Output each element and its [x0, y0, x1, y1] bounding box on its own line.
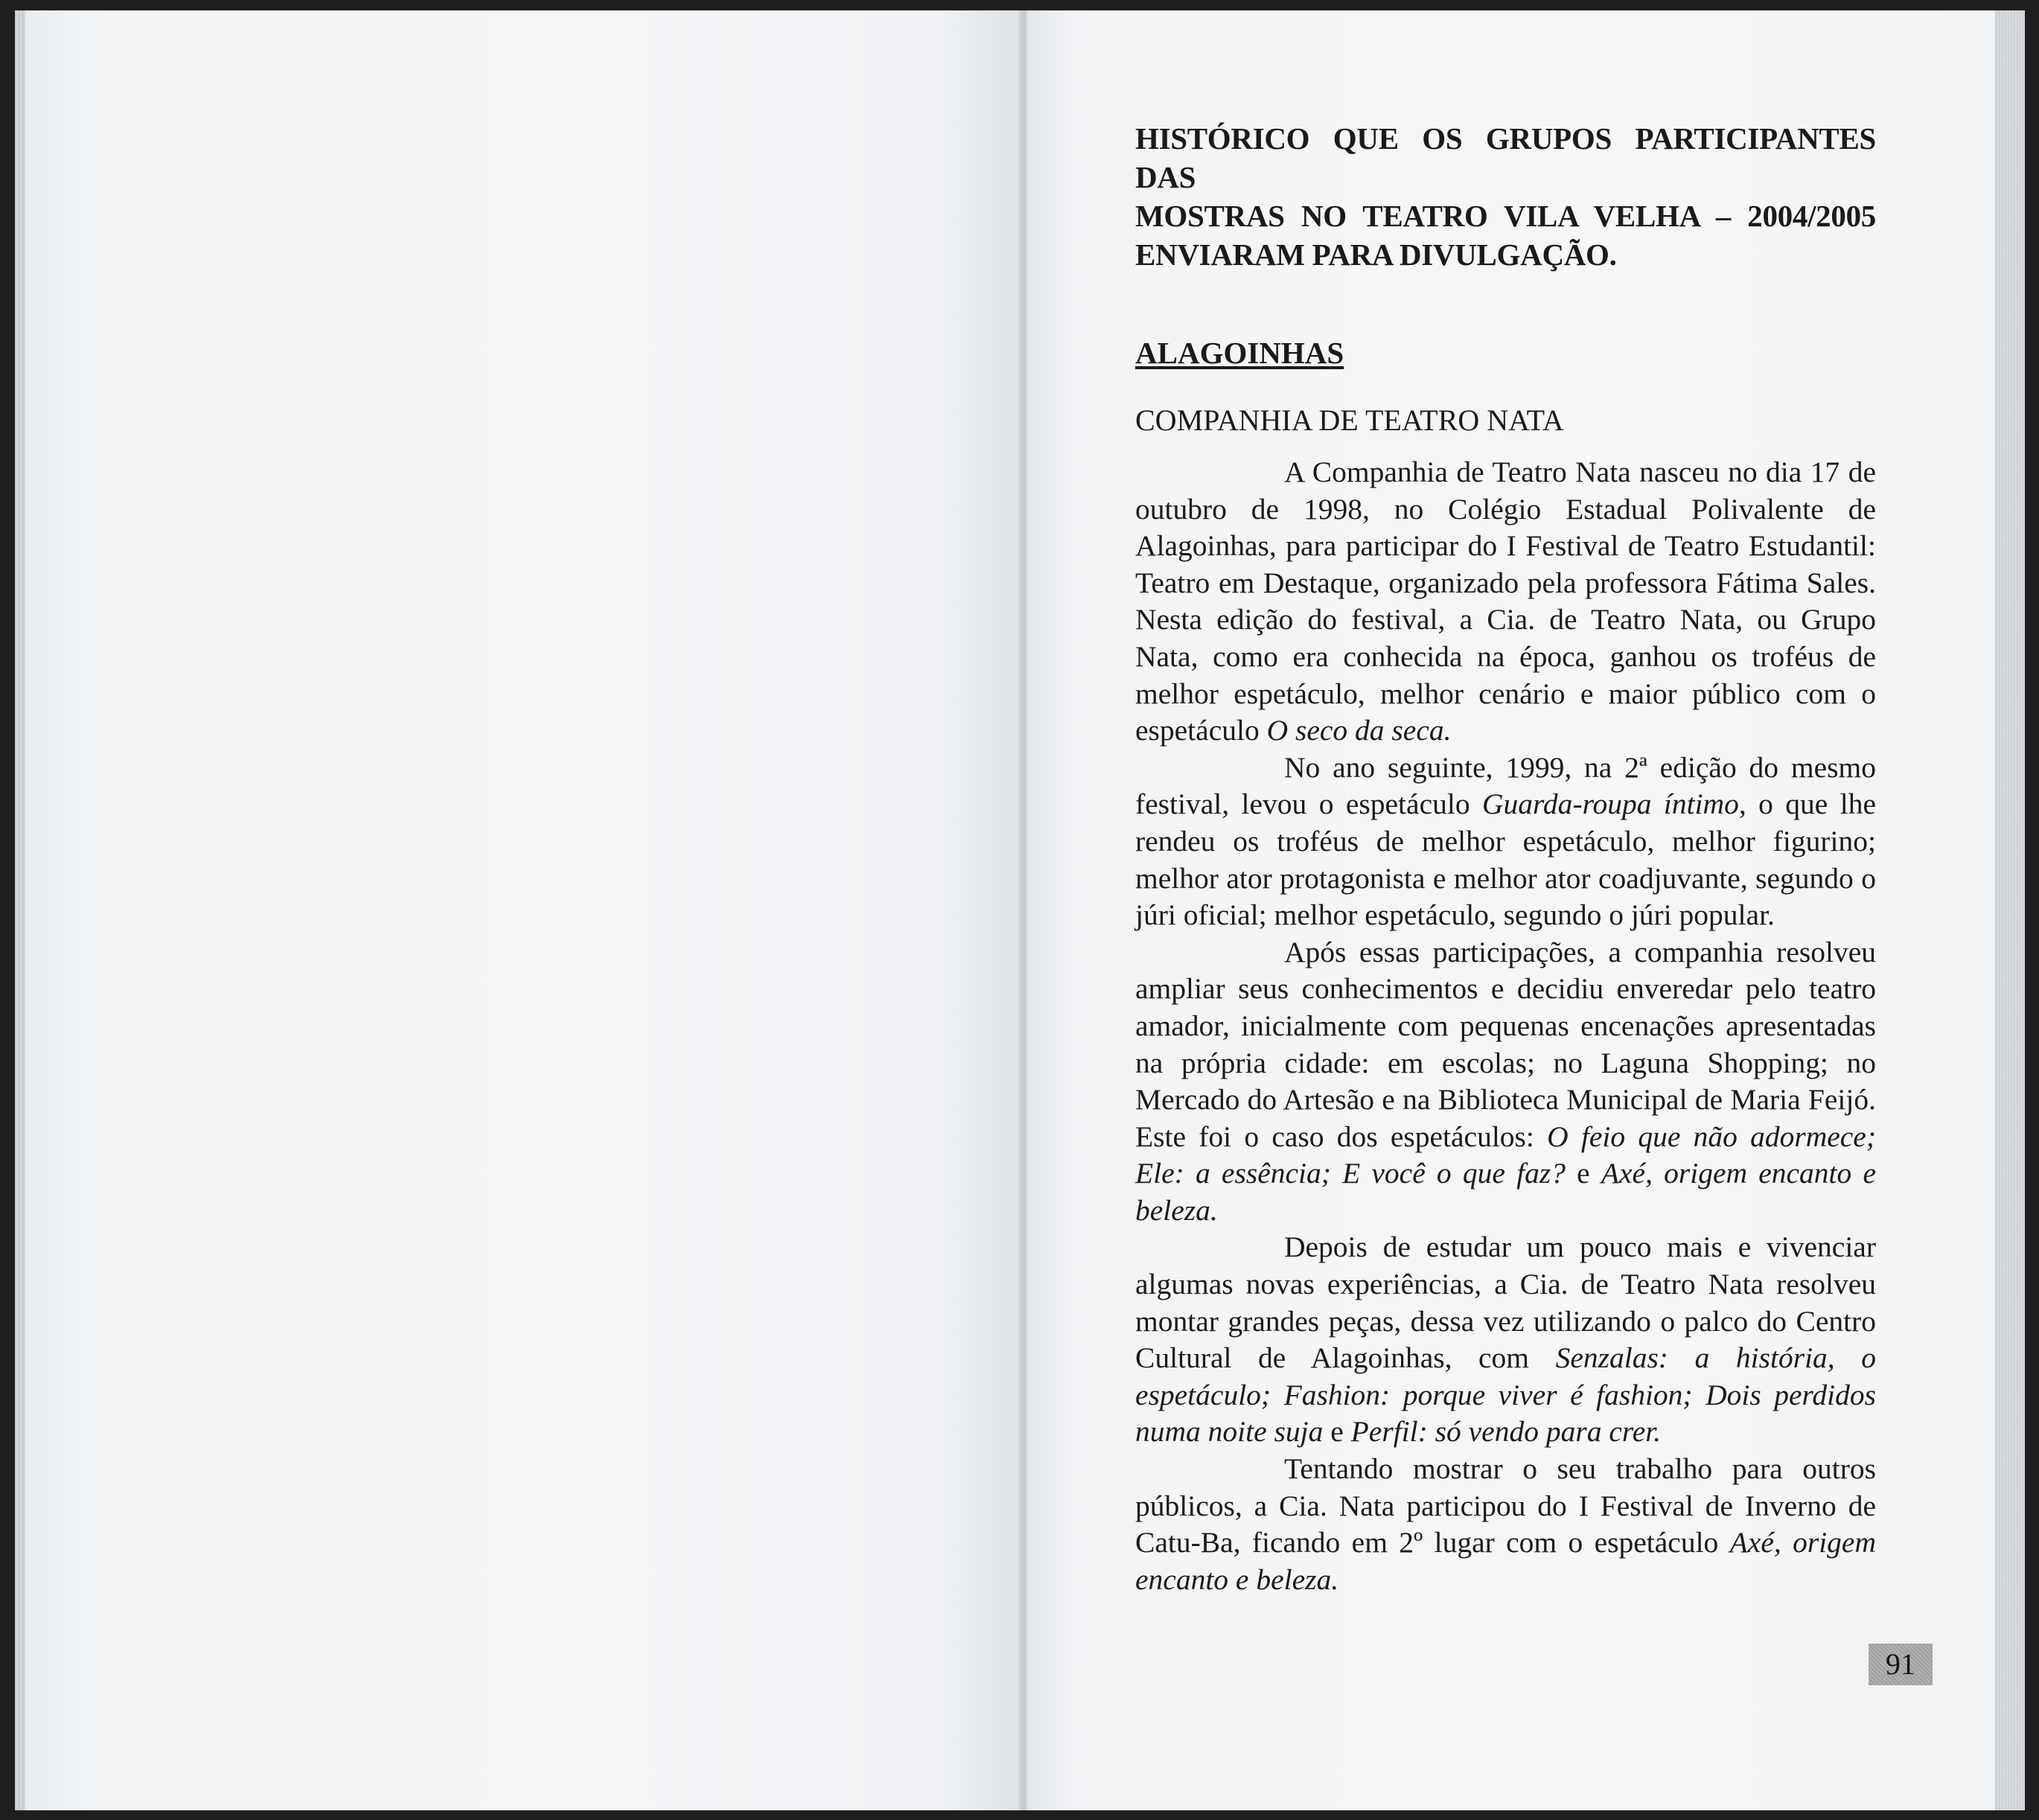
paragraph-3 — [1135, 934, 1876, 1230]
paragraph-3-text-a: Após essas participações, a companhia resolveu ampliar seus conhecimentos e decidiu enveredar pelo teatro amador, inicialmente com pequenas encenações apresentadas na própria cidade: em escolas; no Laguna Shopping; no Mercado do Artesão e na Biblioteca Municipal de Maria Feijó. Este foi o caso dos espetáculos: — [1135, 935, 1876, 1153]
city-title: ALAGOINHAS — [1135, 336, 1344, 370]
paragraph-1-text: A Companhia de Teatro Nata nasceu no dia 17 de outubro de 1998, no Colégio Estadual Polivalente de Alagoinhas, para participar do I Festival de Teatro Estudantil: Teatro em Destaque, organizado pela professora Fátima Sales. Nesta edição do festival, a Cia. de Teatro Nata, ou Grupo Nata, como era conhecida na época, ganhou os troféus de melhor espetáculo, melhor cenário e maior público com o espetáculo — [1135, 456, 1876, 747]
paragraph-4-italic-1: Senzalas: a história, o espetáculo; Fashion: porque viver é fashion; Dois perdidos numa noite suja — [1135, 1341, 1876, 1449]
paragraph-3-italic-2: Axé, origem encanto e beleza. — [1135, 1157, 1876, 1227]
section-heading — [1135, 119, 1876, 274]
paragraph-3-italic-1: O feio que não adormece; Ele: a essência; E você o que faz? — [1135, 1120, 1876, 1190]
paragraph-4-text-b: e — [1323, 1415, 1351, 1449]
paragraph-1 — [1135, 454, 1876, 750]
page-content — [1135, 119, 1876, 1598]
paragraph-5 — [1135, 1451, 1876, 1598]
heading-line-3: ENVIARAM PARA DIVULGAÇÃO. — [1135, 237, 1617, 272]
paragraph-5-text: Tentando mostrar o seu trabalho para outros públicos, a Cia. Nata participou do I Festival de Inverno de Catu-Ba, ficando em 2º lugar com o espetáculo — [1135, 1452, 1876, 1559]
company-name: COMPANHIA DE TEATRO NATA — [1135, 403, 1564, 437]
heading-line-2: MOSTRAS NO TEATRO VILA VELHA – 2004/2005 — [1135, 199, 1876, 233]
page-number: 91 — [1869, 1644, 1933, 1685]
left-page-blank — [25, 10, 1021, 1810]
paragraph-1-italic: O seco da seca. — [1266, 714, 1452, 747]
heading-line-1: HISTÓRICO QUE OS GRUPOS PARTICIPANTES DAS — [1135, 121, 1876, 194]
paragraph-2-italic: Guarda-roupa íntimo — [1481, 788, 1739, 821]
paragraph-5-italic: Axé, origem encanto e beleza. — [1135, 1526, 1876, 1596]
paragraph-2-text-a: No ano seguinte, 1999, na 2ª edição do mesmo festival, levou o espetáculo — [1135, 750, 1876, 821]
paragraph-4-text-a: Depois de estudar um pouco mais e vivenciar algumas novas experiências, a Cia. de Teatro Nata resolveu montar grandes peças, dessa vez utilizando o palco do Centro Cultural de Alagoinhas, com — [1135, 1230, 1876, 1375]
right-page-edge — [1995, 10, 2025, 1810]
paragraph-2 — [1135, 750, 1876, 934]
paragraph-3-text-b: e — [1565, 1157, 1601, 1190]
paragraph-4-italic-2: Perfil: só vendo para crer. — [1350, 1415, 1662, 1449]
paragraph-4 — [1135, 1229, 1876, 1451]
paragraph-2-text-b: , o que lhe rendeu os troféus de melhor espetáculo, melhor figurino; melhor ator protagonista e melhor ator coadjuvante, segundo o júri oficial; melhor espetáculo, segundo o júri popular. — [1135, 788, 1876, 932]
